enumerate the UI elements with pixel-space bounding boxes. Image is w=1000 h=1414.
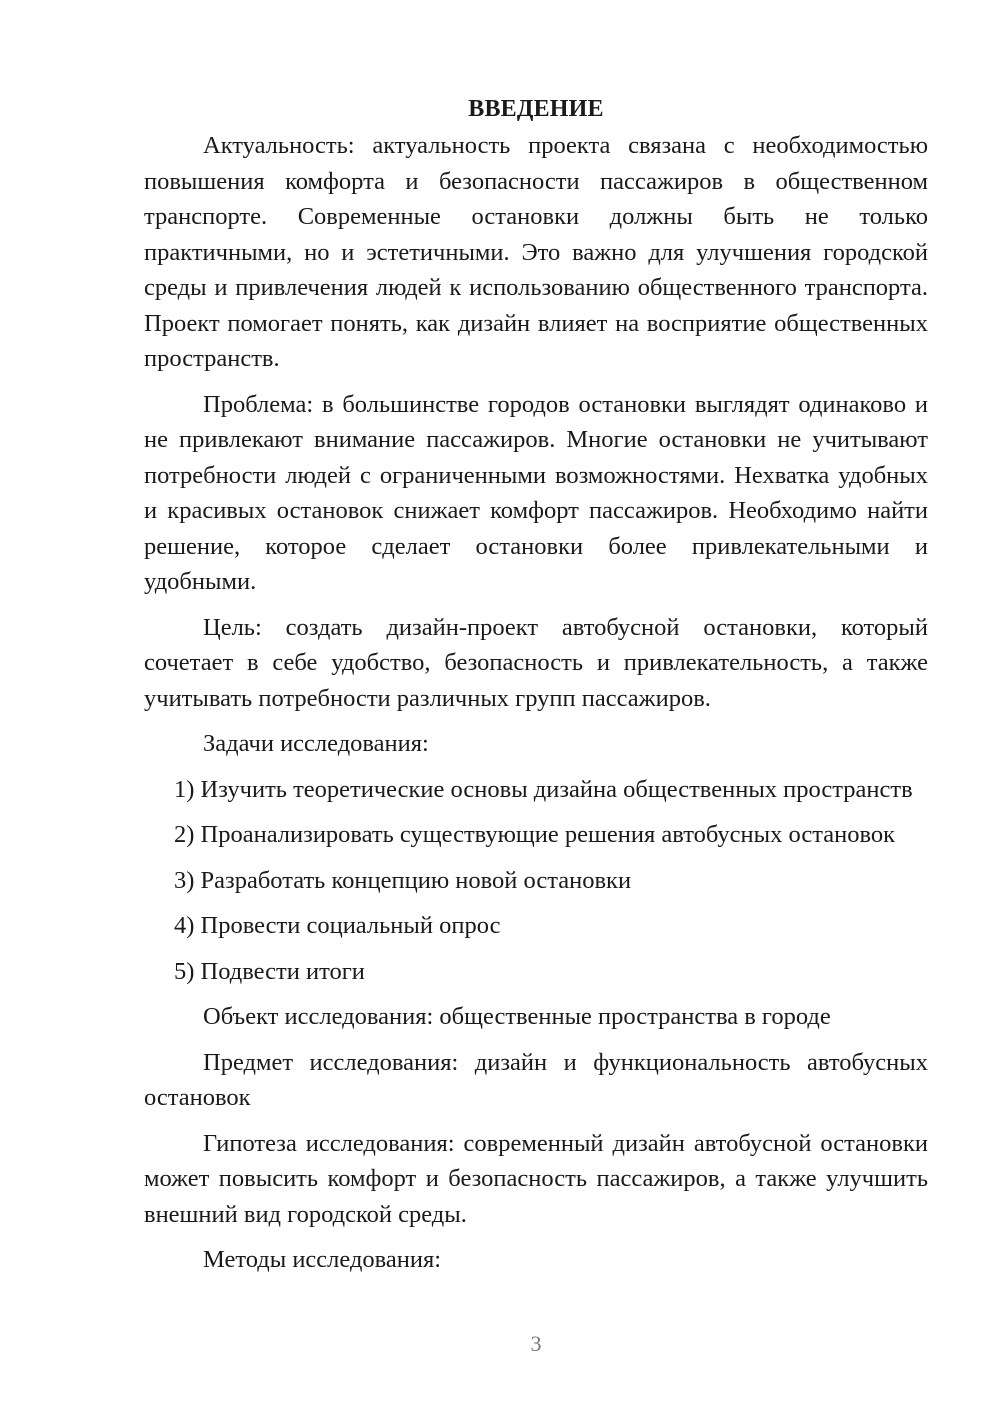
hypothesis-paragraph: Гипотеза исследования: современный дизайн автобусной остановки может повысить комфорт и безопасность пассажиров, а также улучшить внешний вид городской среды. — [144, 1129, 928, 1228]
task-item: 1) Изучить теоретические основы дизайна общественных пространств — [174, 775, 913, 803]
task-item: 3) Разработать концепцию новой остановки — [174, 866, 632, 894]
methods-heading: Методы исследования: — [203, 1246, 442, 1273]
page-content — [144, 92, 928, 1288]
object-paragraph: Объект исследования: общественные пространства в городе — [203, 1003, 831, 1030]
problem-paragraph: Проблема: в большинстве городов остановки выглядят одинаково и не привлекают внимание пассажиров. Многие остановки не учитывают потребности людей с ограниченными возможностями. Нехватка удобных и красивых остановок снижает комфорт пассажиров. Необходимо найти решение, которое сделает остановки более привлекательными и удобными. — [144, 390, 928, 595]
task-item: 5) Подвести итоги — [174, 957, 365, 985]
relevance-paragraph: Актуальность: актуальность проекта связана с необходимостью повышения комфорта и безопасности пассажиров в общественном транспорте. Современные остановки должны быть не только практичными, но и эстетичными. Это важно для улучшения городской среды и привлечения людей к использованию общественного транспорта. Проект помогает понять, как дизайн влияет на восприятие общественных пространств. — [144, 132, 928, 372]
tasks-list — [144, 772, 928, 990]
subject-paragraph: Предмет исследования: дизайн и функциональность автобусных остановок — [144, 1048, 928, 1111]
tasks-heading: Задачи исследования: — [203, 730, 429, 757]
task-item: 2) Проанализировать существующие решения автобусных остановок — [174, 821, 895, 848]
goal-paragraph: Цель: создать дизайн-проект автобусной остановки, который сочетает в себе удобство, безопасность и привлекательность, а также учитывать потребности различных групп пассажиров. — [144, 613, 928, 712]
section-title: ВВЕДЕНИЕ — [468, 96, 604, 122]
task-item: 4) Провести социальный опрос — [174, 912, 501, 939]
page-number: 3 — [530, 1331, 542, 1356]
